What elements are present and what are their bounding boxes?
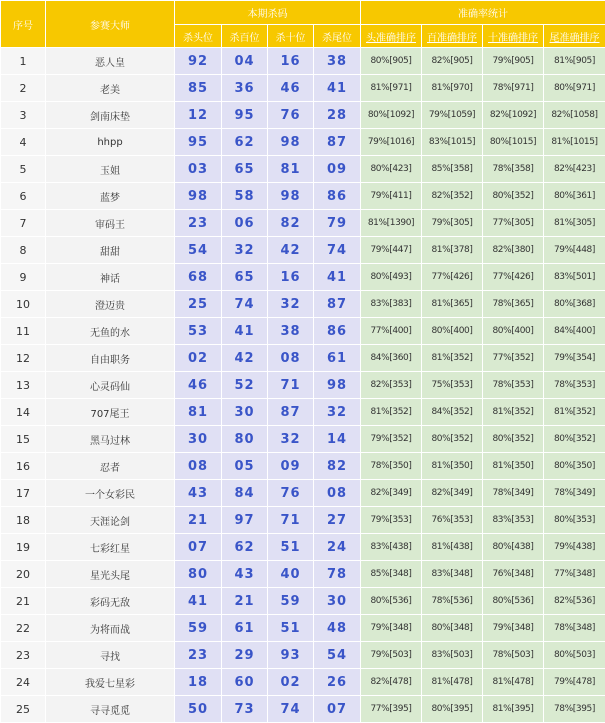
kill-tail-cell: 86: [314, 183, 361, 210]
kill-hundred-cell: 41: [222, 318, 268, 345]
kill-head-cell: 23: [175, 210, 222, 237]
head-accuracy-cell: 79%[352]: [361, 426, 422, 453]
kill-head-cell: 98: [175, 183, 222, 210]
kill-hundred-cell: 58: [222, 183, 268, 210]
kill-ten-cell: 93: [268, 642, 314, 669]
row-index-cell: 20: [1, 561, 46, 588]
header-kill-hundred: 杀百位: [222, 25, 268, 48]
tail-accuracy-cell: 78%[353]: [544, 372, 605, 399]
table-row: [1, 426, 605, 453]
ten-accuracy-cell: 78%[971]: [483, 75, 544, 102]
head-accuracy-cell: 77%[400]: [361, 318, 422, 345]
ten-accuracy-cell: 80%[438]: [483, 534, 544, 561]
head-accuracy-cell: 81%[352]: [361, 399, 422, 426]
master-name-cell[interactable]: 神话: [46, 264, 175, 291]
kill-hundred-cell: 42: [222, 345, 268, 372]
ten-accuracy-cell: 81%[350]: [483, 453, 544, 480]
row-index-cell: 19: [1, 534, 46, 561]
kill-tail-cell: 87: [314, 129, 361, 156]
row-index-cell: 9: [1, 264, 46, 291]
master-name-cell[interactable]: 彩码无敌: [46, 588, 175, 615]
kill-hundred-cell: 65: [222, 156, 268, 183]
kill-head-cell: 07: [175, 534, 222, 561]
kill-ten-cell: 71: [268, 372, 314, 399]
head-accuracy-cell: 79%[353]: [361, 507, 422, 534]
ten-accuracy-cell: 83%[353]: [483, 507, 544, 534]
kill-ten-cell: 81: [268, 156, 314, 183]
ten-accuracy-cell: 81%[352]: [483, 399, 544, 426]
tail-accuracy-cell: 79%[478]: [544, 669, 605, 696]
tail-accuracy-cell: 82%[1058]: [544, 102, 605, 129]
table-row: [1, 345, 605, 372]
row-index-cell: 13: [1, 372, 46, 399]
head-accuracy-cell: 80%[493]: [361, 264, 422, 291]
kill-hundred-cell: 80: [222, 426, 268, 453]
master-name-cell[interactable]: 老美: [46, 75, 175, 102]
kill-head-cell: 23: [175, 642, 222, 669]
head-accuracy-cell: 83%[438]: [361, 534, 422, 561]
tail-accuracy-cell: 81%[905]: [544, 48, 605, 75]
kill-tail-cell: 61: [314, 345, 361, 372]
kill-hundred-cell: 52: [222, 372, 268, 399]
hundred-accuracy-cell: 81%[352]: [422, 345, 483, 372]
ten-accuracy-cell: 78%[358]: [483, 156, 544, 183]
hundred-accuracy-cell: 77%[426]: [422, 264, 483, 291]
tail-accuracy-cell: 80%[971]: [544, 75, 605, 102]
kill-ten-cell: 08: [268, 345, 314, 372]
kill-tail-cell: 78: [314, 561, 361, 588]
row-index-cell: 16: [1, 453, 46, 480]
tail-accuracy-cell: 82%[423]: [544, 156, 605, 183]
head-accuracy-cell: 79%[411]: [361, 183, 422, 210]
kill-hundred-cell: 36: [222, 75, 268, 102]
row-index-cell: 24: [1, 669, 46, 696]
tail-accuracy-cell: 80%[361]: [544, 183, 605, 210]
ten-accuracy-cell: 78%[503]: [483, 642, 544, 669]
row-index-cell: 4: [1, 129, 46, 156]
kill-tail-cell: 24: [314, 534, 361, 561]
hundred-accuracy-cell: 83%[503]: [422, 642, 483, 669]
row-index-cell: 18: [1, 507, 46, 534]
kill-ten-cell: 32: [268, 291, 314, 318]
kill-tail-cell: 48: [314, 615, 361, 642]
table-row: [1, 129, 605, 156]
hundred-accuracy-cell: 80%[400]: [422, 318, 483, 345]
kill-head-cell: 08: [175, 453, 222, 480]
master-name-cell[interactable]: 707尾王: [46, 399, 175, 426]
kill-ten-cell: 76: [268, 102, 314, 129]
table-row: [1, 615, 605, 642]
table-row: [1, 561, 605, 588]
tail-accuracy-cell: 78%[349]: [544, 480, 605, 507]
table-row: [1, 696, 605, 723]
kill-ten-cell: 76: [268, 480, 314, 507]
row-index-cell: 23: [1, 642, 46, 669]
kill-ten-cell: 98: [268, 129, 314, 156]
kill-ten-cell: 38: [268, 318, 314, 345]
row-index-cell: 22: [1, 615, 46, 642]
table-row: [1, 75, 605, 102]
header-kill-head: 杀头位: [175, 25, 222, 48]
kill-ten-cell: 42: [268, 237, 314, 264]
table-row: [1, 642, 605, 669]
master-name-cell[interactable]: 恶人皇: [46, 48, 175, 75]
head-accuracy-cell: 79%[503]: [361, 642, 422, 669]
kill-ten-cell: 59: [268, 588, 314, 615]
head-accuracy-cell: 77%[395]: [361, 696, 422, 723]
kill-tail-cell: 27: [314, 507, 361, 534]
master-name-cell[interactable]: 为将而战: [46, 615, 175, 642]
sort-by-head-accuracy-link[interactable]: 头准确排序: [361, 25, 422, 48]
kill-hundred-cell: 06: [222, 210, 268, 237]
head-accuracy-cell: 82%[478]: [361, 669, 422, 696]
kill-tail-cell: 82: [314, 453, 361, 480]
kill-hundred-cell: 74: [222, 291, 268, 318]
kill-head-cell: 12: [175, 102, 222, 129]
table-row: [1, 210, 605, 237]
kill-tail-cell: 28: [314, 102, 361, 129]
kill-head-cell: 41: [175, 588, 222, 615]
head-accuracy-cell: 80%[423]: [361, 156, 422, 183]
head-accuracy-cell: 79%[1016]: [361, 129, 422, 156]
tail-accuracy-cell: 81%[1015]: [544, 129, 605, 156]
tail-accuracy-cell: 79%[448]: [544, 237, 605, 264]
head-accuracy-cell: 78%[350]: [361, 453, 422, 480]
head-accuracy-cell: 83%[383]: [361, 291, 422, 318]
tail-accuracy-cell: 80%[353]: [544, 507, 605, 534]
kill-head-cell: 30: [175, 426, 222, 453]
kill-ten-cell: 82: [268, 210, 314, 237]
kill-ten-cell: 32: [268, 426, 314, 453]
head-accuracy-cell: 81%[1390]: [361, 210, 422, 237]
kill-head-cell: 59: [175, 615, 222, 642]
table-row: [1, 291, 605, 318]
tail-accuracy-cell: 80%[350]: [544, 453, 605, 480]
tail-accuracy-cell: 78%[395]: [544, 696, 605, 723]
hundred-accuracy-cell: 81%[438]: [422, 534, 483, 561]
table-row: [1, 588, 605, 615]
tail-accuracy-cell: 81%[352]: [544, 399, 605, 426]
tail-accuracy-cell: 81%[305]: [544, 210, 605, 237]
kill-tail-cell: 38: [314, 48, 361, 75]
kill-ten-cell: 09: [268, 453, 314, 480]
kill-hundred-cell: 95: [222, 102, 268, 129]
master-name-cell[interactable]: 自由职务: [46, 345, 175, 372]
master-name-cell[interactable]: 七彩红星: [46, 534, 175, 561]
ten-accuracy-cell: 79%[905]: [483, 48, 544, 75]
row-index-cell: 25: [1, 696, 46, 723]
kill-hundred-cell: 29: [222, 642, 268, 669]
table-row: [1, 507, 605, 534]
tail-accuracy-cell: 80%[503]: [544, 642, 605, 669]
table-row: [1, 156, 605, 183]
hundred-accuracy-cell: 85%[358]: [422, 156, 483, 183]
sort-by-ten-accuracy-link[interactable]: 十准确排序: [483, 25, 544, 48]
row-index-cell: 12: [1, 345, 46, 372]
kill-head-cell: 43: [175, 480, 222, 507]
head-accuracy-cell: 79%[447]: [361, 237, 422, 264]
kill-hundred-cell: 60: [222, 669, 268, 696]
ten-accuracy-cell: 78%[353]: [483, 372, 544, 399]
row-index-cell: 5: [1, 156, 46, 183]
kill-hundred-cell: 21: [222, 588, 268, 615]
kill-tail-cell: 32: [314, 399, 361, 426]
hundred-accuracy-cell: 75%[353]: [422, 372, 483, 399]
kill-hundred-cell: 61: [222, 615, 268, 642]
header-stats-group: 准确率统计: [361, 1, 605, 25]
row-index-cell: 17: [1, 480, 46, 507]
kill-head-cell: 21: [175, 507, 222, 534]
tail-accuracy-cell: 84%[400]: [544, 318, 605, 345]
sort-by-tail-accuracy-link[interactable]: 尾准确排序: [544, 25, 605, 48]
ten-accuracy-cell: 82%[380]: [483, 237, 544, 264]
kill-hundred-cell: 62: [222, 534, 268, 561]
master-name-cell[interactable]: 寻找: [46, 642, 175, 669]
head-accuracy-cell: 79%[348]: [361, 615, 422, 642]
ten-accuracy-cell: 77%[305]: [483, 210, 544, 237]
hundred-accuracy-cell: 76%[353]: [422, 507, 483, 534]
kill-head-cell: 02: [175, 345, 222, 372]
master-name-cell[interactable]: hhpp: [46, 129, 175, 156]
kill-tail-cell: 26: [314, 669, 361, 696]
hundred-accuracy-cell: 81%[350]: [422, 453, 483, 480]
kill-tail-cell: 87: [314, 291, 361, 318]
kill-head-cell: 46: [175, 372, 222, 399]
hundred-accuracy-cell: 80%[395]: [422, 696, 483, 723]
kill-hundred-cell: 62: [222, 129, 268, 156]
header-index: 序号: [1, 1, 46, 48]
hundred-accuracy-cell: 81%[378]: [422, 237, 483, 264]
tail-accuracy-cell: 79%[354]: [544, 345, 605, 372]
kill-ten-cell: 46: [268, 75, 314, 102]
master-name-cell[interactable]: 无鱼的水: [46, 318, 175, 345]
kill-tail-cell: 08: [314, 480, 361, 507]
row-index-cell: 15: [1, 426, 46, 453]
kill-hundred-cell: 32: [222, 237, 268, 264]
ten-accuracy-cell: 79%[348]: [483, 615, 544, 642]
kill-ten-cell: 16: [268, 264, 314, 291]
head-accuracy-cell: 82%[349]: [361, 480, 422, 507]
hundred-accuracy-cell: 78%[536]: [422, 588, 483, 615]
kill-head-cell: 95: [175, 129, 222, 156]
hundred-accuracy-cell: 79%[305]: [422, 210, 483, 237]
kill-head-cell: 68: [175, 264, 222, 291]
kill-ten-cell: 71: [268, 507, 314, 534]
head-accuracy-cell: 84%[360]: [361, 345, 422, 372]
kill-hundred-cell: 97: [222, 507, 268, 534]
master-name-cell[interactable]: 一个女彩民: [46, 480, 175, 507]
kill-ten-cell: 02: [268, 669, 314, 696]
head-accuracy-cell: 85%[348]: [361, 561, 422, 588]
master-name-cell[interactable]: 我爱七星彩: [46, 669, 175, 696]
kill-tail-cell: 74: [314, 237, 361, 264]
hundred-accuracy-cell: 82%[352]: [422, 183, 483, 210]
table-row: [1, 264, 605, 291]
ten-accuracy-cell: 78%[349]: [483, 480, 544, 507]
master-name-cell[interactable]: 忍者: [46, 453, 175, 480]
kill-ten-cell: 51: [268, 534, 314, 561]
ten-accuracy-cell: 80%[1015]: [483, 129, 544, 156]
head-accuracy-cell: 80%[1092]: [361, 102, 422, 129]
kill-ten-cell: 40: [268, 561, 314, 588]
table-row: [1, 372, 605, 399]
kill-ten-cell: 51: [268, 615, 314, 642]
header-kill-tail: 杀尾位: [314, 25, 361, 48]
header-kill-ten: 杀十位: [268, 25, 314, 48]
table-row: [1, 453, 605, 480]
kill-tail-cell: 09: [314, 156, 361, 183]
table-body: [1, 48, 605, 723]
hundred-accuracy-cell: 82%[905]: [422, 48, 483, 75]
table-row: [1, 318, 605, 345]
hundred-accuracy-cell: 81%[478]: [422, 669, 483, 696]
hundred-accuracy-cell: 84%[352]: [422, 399, 483, 426]
tail-accuracy-cell: 79%[438]: [544, 534, 605, 561]
ten-accuracy-cell: 81%[478]: [483, 669, 544, 696]
hundred-accuracy-cell: 79%[1059]: [422, 102, 483, 129]
master-name-cell[interactable]: 寻寻觅觅: [46, 696, 175, 723]
table-row: [1, 237, 605, 264]
kill-head-cell: 18: [175, 669, 222, 696]
master-name-cell[interactable]: 天涯论剑: [46, 507, 175, 534]
row-index-cell: 14: [1, 399, 46, 426]
hundred-accuracy-cell: 83%[1015]: [422, 129, 483, 156]
ten-accuracy-cell: 81%[395]: [483, 696, 544, 723]
hundred-accuracy-cell: 81%[365]: [422, 291, 483, 318]
row-index-cell: 3: [1, 102, 46, 129]
hundred-accuracy-cell: 82%[349]: [422, 480, 483, 507]
table-row: [1, 102, 605, 129]
kill-head-cell: 03: [175, 156, 222, 183]
master-name-cell[interactable]: 甜甜: [46, 237, 175, 264]
kill-hundred-cell: 30: [222, 399, 268, 426]
kill-head-cell: 54: [175, 237, 222, 264]
hundred-accuracy-cell: 81%[970]: [422, 75, 483, 102]
kill-head-cell: 81: [175, 399, 222, 426]
kill-head-cell: 50: [175, 696, 222, 723]
master-name-cell[interactable]: 审码王: [46, 210, 175, 237]
master-name-cell[interactable]: 星光头尾: [46, 561, 175, 588]
kill-tail-cell: 54: [314, 642, 361, 669]
header-kill-group: 本期杀码: [175, 1, 361, 25]
row-index-cell: 10: [1, 291, 46, 318]
kill-hundred-cell: 43: [222, 561, 268, 588]
master-name-cell[interactable]: 剑南床垫: [46, 102, 175, 129]
kill-tail-cell: 86: [314, 318, 361, 345]
tail-accuracy-cell: 80%[368]: [544, 291, 605, 318]
kill-tail-cell: 07: [314, 696, 361, 723]
table-row: [1, 48, 605, 75]
tail-accuracy-cell: 83%[501]: [544, 264, 605, 291]
tail-accuracy-cell: 82%[536]: [544, 588, 605, 615]
table-row: [1, 480, 605, 507]
head-accuracy-cell: 82%[353]: [361, 372, 422, 399]
kill-hundred-cell: 05: [222, 453, 268, 480]
master-name-cell[interactable]: 黑马过林: [46, 426, 175, 453]
kill-ten-cell: 87: [268, 399, 314, 426]
kill-hundred-cell: 65: [222, 264, 268, 291]
kill-hundred-cell: 84: [222, 480, 268, 507]
master-name-cell[interactable]: 蓝梦: [46, 183, 175, 210]
master-name-cell[interactable]: 心灵码仙: [46, 372, 175, 399]
master-name-cell[interactable]: 玉姐: [46, 156, 175, 183]
head-accuracy-cell: 81%[971]: [361, 75, 422, 102]
table-row: [1, 534, 605, 561]
kill-tail-cell: 41: [314, 264, 361, 291]
row-index-cell: 11: [1, 318, 46, 345]
kill-tail-cell: 98: [314, 372, 361, 399]
row-index-cell: 7: [1, 210, 46, 237]
kill-hundred-cell: 73: [222, 696, 268, 723]
kill-head-cell: 53: [175, 318, 222, 345]
row-index-cell: 21: [1, 588, 46, 615]
row-index-cell: 1: [1, 48, 46, 75]
kill-tail-cell: 41: [314, 75, 361, 102]
ten-accuracy-cell: 80%[400]: [483, 318, 544, 345]
header-master: 参赛大师: [46, 1, 175, 48]
kill-ten-cell: 74: [268, 696, 314, 723]
kill-head-cell: 80: [175, 561, 222, 588]
kill-ten-cell: 16: [268, 48, 314, 75]
ten-accuracy-cell: 80%[536]: [483, 588, 544, 615]
table-row: [1, 399, 605, 426]
sort-by-hundred-accuracy-link[interactable]: 百准确排序: [422, 25, 483, 48]
kill-head-cell: 25: [175, 291, 222, 318]
head-accuracy-cell: 80%[905]: [361, 48, 422, 75]
master-name-cell[interactable]: 澄迈贵: [46, 291, 175, 318]
ten-accuracy-cell: 77%[352]: [483, 345, 544, 372]
ten-accuracy-cell: 78%[365]: [483, 291, 544, 318]
row-index-cell: 2: [1, 75, 46, 102]
hundred-accuracy-cell: 80%[352]: [422, 426, 483, 453]
tail-accuracy-cell: 80%[352]: [544, 426, 605, 453]
kill-hundred-cell: 04: [222, 48, 268, 75]
ten-accuracy-cell: 76%[348]: [483, 561, 544, 588]
ten-accuracy-cell: 77%[426]: [483, 264, 544, 291]
kill-tail-cell: 14: [314, 426, 361, 453]
kill-tail-cell: 79: [314, 210, 361, 237]
hundred-accuracy-cell: 83%[348]: [422, 561, 483, 588]
kill-head-cell: 85: [175, 75, 222, 102]
kill-head-cell: 92: [175, 48, 222, 75]
row-index-cell: 8: [1, 237, 46, 264]
tail-accuracy-cell: 77%[348]: [544, 561, 605, 588]
kill-ten-cell: 98: [268, 183, 314, 210]
kill-tail-cell: 30: [314, 588, 361, 615]
table-row: [1, 669, 605, 696]
row-index-cell: 6: [1, 183, 46, 210]
ten-accuracy-cell: 80%[352]: [483, 426, 544, 453]
ten-accuracy-cell: 82%[1092]: [483, 102, 544, 129]
table-row: [1, 183, 605, 210]
hundred-accuracy-cell: 80%[348]: [422, 615, 483, 642]
ten-accuracy-cell: 80%[352]: [483, 183, 544, 210]
head-accuracy-cell: 80%[536]: [361, 588, 422, 615]
tail-accuracy-cell: 78%[348]: [544, 615, 605, 642]
